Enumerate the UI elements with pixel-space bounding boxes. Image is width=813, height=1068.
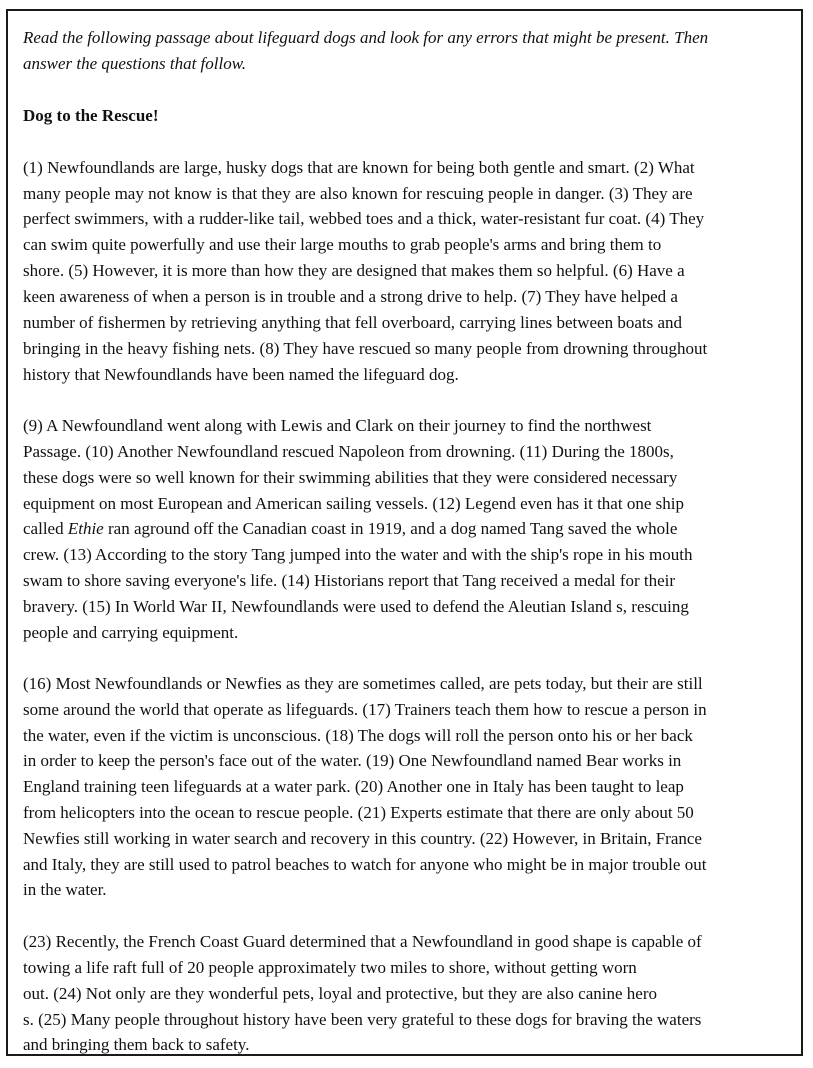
passage-frame xyxy=(6,9,803,1056)
passage-line: swam to shore saving everyone's life. (14) Historians report that Tang received a medal for their xyxy=(23,571,676,590)
passage-line: equipment on most European and American sailing vessels. (12) Legend even has it that one ship xyxy=(23,494,684,513)
passage-line: some around the world that operate as lifeguards. (17) Trainers teach them how to rescue a person in xyxy=(23,700,707,719)
passage-line: s. (25) Many people throughout history have been very grateful to these dogs for braving the waters xyxy=(23,1010,702,1029)
passage-line: history that Newfoundlands have been named the lifeguard dog. xyxy=(23,365,459,384)
passage-line: these dogs were so well known for their swimming abilities that they were considered necessary xyxy=(23,468,678,487)
passage-line: shore. (5) However, it is more than how they are designed that makes them so helpful. (6) Have a xyxy=(23,261,685,280)
passage-line: the water, even if the victim is unconscious. (18) The dogs will roll the person onto his or her back xyxy=(23,726,693,745)
passage-line: many people may not know is that they are also known for rescuing people in danger. (3) They are xyxy=(23,184,693,203)
instructions-line: Read the following passage about lifeguard dogs and look for any errors that might be present. Then xyxy=(23,28,709,47)
passage-line: Passage. (10) Another Newfoundland rescued Napoleon from drowning. (11) During the 1800s, xyxy=(23,442,674,461)
passage-line: (9) A Newfoundland went along with Lewis and Clark on their journey to find the northwest xyxy=(23,416,652,435)
passage-line: (23) Recently, the French Coast Guard determined that a Newfoundland in good shape is capable of xyxy=(23,932,702,951)
passage-line: (1) Newfoundlands are large, husky dogs that are known for being both gentle and smart. (2) What xyxy=(23,158,695,177)
passage-line: crew. (13) According to the story Tang jumped into the water and with the ship's rope in his mouth xyxy=(23,545,693,564)
passage-line: people and carrying equipment. xyxy=(23,623,239,642)
passage-line: bringing in the heavy fishing nets. (8) They have rescued so many people from drowning throughout xyxy=(23,339,708,358)
passage-line: and Italy, they are still used to patrol beaches to watch for anyone who might be in major trouble out xyxy=(23,855,707,874)
passage-line: bravery. (15) In World War II, Newfoundlands were used to defend the Aleutian Island s, rescuing xyxy=(23,597,689,616)
passage-line: and bringing them back to safety. xyxy=(23,1035,250,1054)
text-segment: ran aground off the Canadian coast in 1919, and a dog named Tang saved the whole xyxy=(103,519,678,538)
passage-line: in order to keep the person's face out of the water. (19) One Newfoundland named Bear works in xyxy=(23,751,682,770)
passage-line: out. (24) Not only are they wonderful pets, loyal and protective, but they are also canine hero xyxy=(23,984,657,1003)
passage-line: Newfies still working in water search and recovery in this country. (22) However, in Britain, France xyxy=(23,829,702,848)
passage-line xyxy=(23,519,677,539)
passage-line: (16) Most Newfoundlands or Newfies as they are sometimes called, are pets today, but their are still xyxy=(23,674,703,693)
passage-line: number of fishermen by retrieving anything that fell overboard, carrying lines between boats and xyxy=(23,313,683,332)
text-segment: called xyxy=(23,519,68,538)
passage-line: can swim quite powerfully and use their large mouths to grab people's arms and bring them to xyxy=(23,235,662,254)
instructions-line: answer the questions that follow. xyxy=(23,54,247,73)
passage-line: England training teen lifeguards at a water park. (20) Another one in Italy has been taught to leap xyxy=(23,777,684,796)
passage-line: in the water. xyxy=(23,880,107,899)
passage-line: towing a life raft full of 20 people approximately two miles to shore, without getting worn xyxy=(23,958,637,977)
passage-line: from helicopters into the ocean to rescue people. (21) Experts estimate that there are only about 50 xyxy=(23,803,694,822)
passage-line: keen awareness of when a person is in trouble and a strong drive to help. (7) They have helped a xyxy=(23,287,678,306)
passage-line: perfect swimmers, with a rudder-like tail, webbed toes and a thick, water-resistant fur coat. (4) They xyxy=(23,209,705,228)
passage-title: Dog to the Rescue! xyxy=(23,106,159,125)
ship-name: Ethie xyxy=(67,519,104,538)
